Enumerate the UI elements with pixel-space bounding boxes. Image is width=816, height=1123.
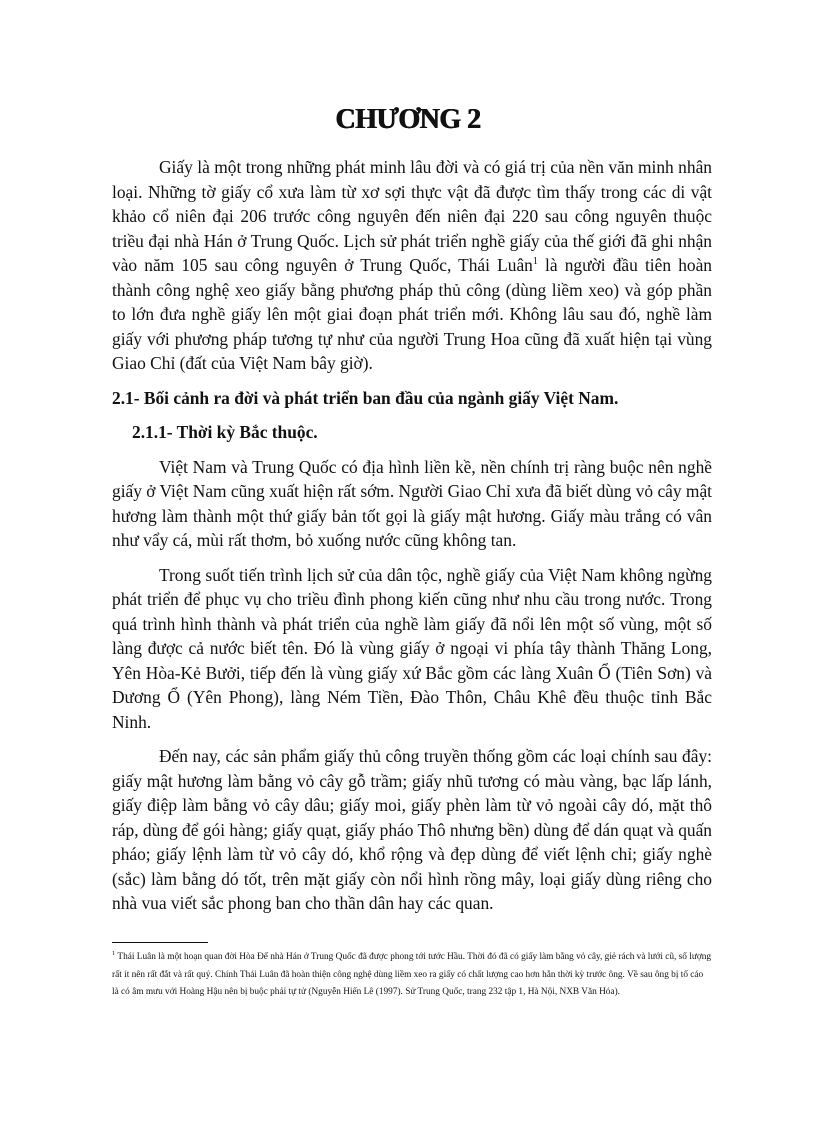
footnote-text: Thái Luân là một hoạn quan đời Hòa Đế nhà Hán ở Trung Quốc đã được phong tới tước Hầu. Thời đó đã có giấy làm bằng vỏ cây, giẻ rách và lưới cũ, số lượng rất ít nên rất đắt và rất quý. Chính Thái Luân đã hoàn thiện công nghệ dùng liềm xeo ra giấy có chất lượng cao hơn hẳn thời kỳ trước ông. Về sau ông bị tố cáo là có âm mưu với Hoàng Hậu nên bị buộc phải tự tử (Nguyễn Hiến Lê (1997). Sử Trung Quốc, trang 232 tập 1, Hà Nội, NXB Văn Hóa). [112, 952, 712, 998]
paragraph-1: Việt Nam và Trung Quốc có địa hình liền kề, nền chính trị ràng buộc nên nghề giấy ở Việt Nam cũng xuất hiện rất sớm. Người Giao Chỉ xưa đã biết dùng vỏ cây mật hương làm thành một thứ giấy bản tốt gọi là giấy mật hương. Giấy màu trắng có vân như vẩy cá, mùi rất thơm, bỏ xuống nước cũng không tan. [112, 456, 713, 550]
paragraph-2: Trong suốt tiến trình lịch sử của dân tộc, nghề giấy của Việt Nam không ngừng phát triển để phục vụ cho triều đình phong kiến cũng như nhu cầu trong nước. Trong quá trình hình thành và phát triển của nghề làm giấy đã nổi lên một số vùng, một số làng được cả nước biết tên. Đó là vùng giấy ở ngoại vi phía tây thành Thăng Long, Yên Hòa-Kẻ Bưởi, tiếp đến là vùng giấy xứ Bắc gồm các làng Xuân Ổ (Tiên Sơn) và Dương Ổ (Yên Phong), làng Ném Tiền, Đào Thôn, Châu Khê đều thuộc tỉnh Bắc Ninh. [112, 564, 712, 732]
paragraph-3: Đến nay, các sản phẩm giấy thủ công truyền thống gồm các loại chính sau đây: giấy mật hương làm bằng vỏ cây gỗ trầm; giấy nhũ tương có màu vàng, bạc lấp lánh, giấy điệp làm bằng vỏ cây dâu; giấy moi, giấy phèn làm từ vỏ ngoài cây dó, mặt thô ráp, dùng để gói hàng; giấy quạt, giấy pháo Thô nhưng bền) dùng để dán quạt và quấn pháo; giấy lệnh làm từ vỏ cây dó, khổ rộng và đẹp dùng để viết lệnh chỉ; giấy nghè (sắc) làm bằng dó tốt, trên mặt giấy còn nổi hình rồng mây, loại giấy dùng riêng cho nhà vua viết sắc phong ban cho thần dân hay các quan. [112, 746, 712, 913]
footnote [112, 945, 712, 1002]
section-heading: 2.1- Bối cảnh ra đời và phát triển ban đầu của ngành giấy Việt Nam. [112, 387, 619, 408]
intro-paragraph [112, 155, 712, 376]
chapter-title: CHƯƠNG 2 [335, 104, 481, 135]
intro-text-part2: là người đầu tiên hoàn thành công nghệ xeo giấy bằng phương pháp thủ công (dùng liềm xeo) và góp phần to lớn đưa nghề giấy lên một giai đoạn phát triển mới. Không lâu sau đó, nghề làm giấy với phương pháp tương tự như của người Trung Hoa cũng đã xuất hiện tại vùng Giao Chỉ (đất của Việt Nam bây giờ). [112, 255, 712, 373]
intro-text-part1: Giấy là một trong những phát minh lâu đời và có giá trị của nền văn minh nhân loại. Những tờ giấy cổ xưa làm từ xơ sợi thực vật đã được tìm thấy trong các di vật khảo cổ niên đại 206 trước công nguyên đến niên đại 220 sau công nguyên thuộc triều đại nhà Hán ở Trung Quốc. Lịch sử phát triển nghề giấy của thế giới đã ghi nhận vào năm 105 sau công nguyên ở Trung Quốc, Thái Luân [112, 157, 712, 275]
footnote-mark: 1 [112, 950, 116, 957]
footnote-reference[interactable]: 1 [532, 256, 538, 268]
footnote-divider [112, 942, 208, 943]
body-text [112, 155, 712, 926]
subsection-heading: 2.1.1- Thời kỳ Bắc thuộc. [132, 422, 318, 442]
